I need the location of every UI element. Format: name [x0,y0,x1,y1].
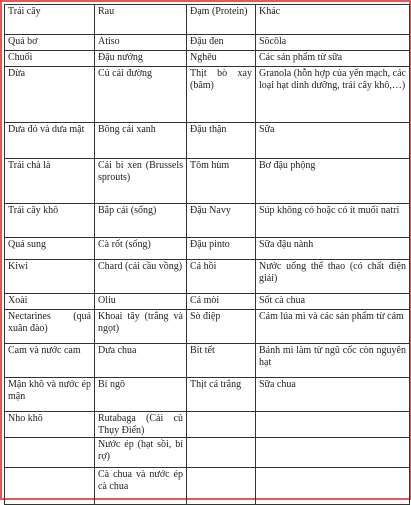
table-cell: Nước uống thể thao (có chất điện giải) [256,260,410,294]
table-cell: Nước ép (hạt sồi, bí rợ) [95,438,187,468]
table-cell: Quả sung [5,238,95,260]
table-cell: Bí ngô [95,378,187,412]
table-row [5,67,410,123]
header-protein: Đạm (Protein) [187,5,256,35]
table-cell: Cà rốt (sống) [95,238,187,260]
table-cell: Rutabaga (Cải củ Thụy Điển) [95,412,187,438]
table-cell: Bít tết [187,344,256,378]
table-cell: Sữa đậu nành [256,238,410,260]
table-cell: Đậu thận [187,123,256,159]
table-cell: Chard (cải cầu vồng) [95,260,187,294]
table-cell: Đậu pinto [187,238,256,260]
table-cell: Các sản phẩm từ sữa [256,51,410,67]
table-cell: Sốt cà chua [256,294,410,310]
header-vegetables: Rau [95,5,187,35]
table-row [5,412,410,438]
table-cell: Dưa đỏ và dưa mật [5,123,95,159]
table-row [5,438,410,468]
table-cell: Bơ đậu phộng [256,159,410,204]
table-cell: Sôcôla [256,35,410,51]
table-row [5,344,410,378]
table-row [5,294,410,310]
table-cell: Bánh mì làm từ ngũ cốc còn nguyên hạt [256,344,410,378]
header-fruit: Trái cây [5,5,95,35]
table-cell: Bắp cải (sống) [95,204,187,238]
table-cell [5,468,95,505]
table-cell: Đậu nướng [95,51,187,67]
table-cell: Cam và nước cam [5,344,95,378]
table-cell: Sò điệp [187,310,256,344]
table-cell: Cá mòi [187,294,256,310]
table-cell: Mận khô và nước ép mận [5,378,95,412]
table-cell: Súp không có hoặc có ít muối natri [256,204,410,238]
table-row [5,468,410,505]
table-cell: Atiso [95,35,187,51]
table-row [5,238,410,260]
table-cell: Thịt bò xay (băm) [187,67,256,123]
header-row [5,5,410,35]
table-cell: Cải bi xen (Brussels sprouts) [95,159,187,204]
table-cell: Củ cải đường [95,67,187,123]
table-cell: Kiwi [5,260,95,294]
table-cell [256,438,410,468]
table-row [5,51,410,67]
table-cell: Đậu Navy [187,204,256,238]
table-cell: Chuối [5,51,95,67]
table-cell: Sữa chua [256,378,410,412]
table-cell: Granola (hỗn hợp của yến mạch, các loại hạt dinh dưỡng, trái cây khô,…) [256,67,410,123]
table-cell [256,468,410,505]
table-row [5,123,410,159]
table-cell [187,468,256,505]
table-cell: Nghêu [187,51,256,67]
table-cell: Cà chua và nước ép cà chua [95,468,187,505]
table-cell: Cám lúa mì và các sản phẩm từ cám [256,310,410,344]
table-row [5,159,410,204]
table-cell: Dừa [5,67,95,123]
table-cell: Cá hồi [187,260,256,294]
table-row [5,35,410,51]
table-row [5,378,410,412]
table-cell: Nectarines (quả xuân đào) [5,310,95,344]
table-row [5,204,410,238]
table-cell [187,412,256,438]
table-cell: Khoai tây (trắng và ngọt) [95,310,187,344]
table-cell: Dưa chua [95,344,187,378]
table-cell: Sữa [256,123,410,159]
table-cell [187,438,256,468]
table-cell: Trái cây khô [5,204,95,238]
table-cell [5,438,95,468]
food-table [4,4,410,505]
header-other: Khác [256,5,410,35]
table-cell: Đậu đen [187,35,256,51]
table-row [5,310,410,344]
table-cell: Quả bơ [5,35,95,51]
table-cell: Bông cải xanh [95,123,187,159]
table-cell: Oliu [95,294,187,310]
table-cell: Tôm hùm [187,159,256,204]
table-cell [256,412,410,438]
table-row [5,260,410,294]
table-cell: Nho khô [5,412,95,438]
table-cell: Thịt cá trắng [187,378,256,412]
table-cell: Trái chà là [5,159,95,204]
table-cell: Xoài [5,294,95,310]
